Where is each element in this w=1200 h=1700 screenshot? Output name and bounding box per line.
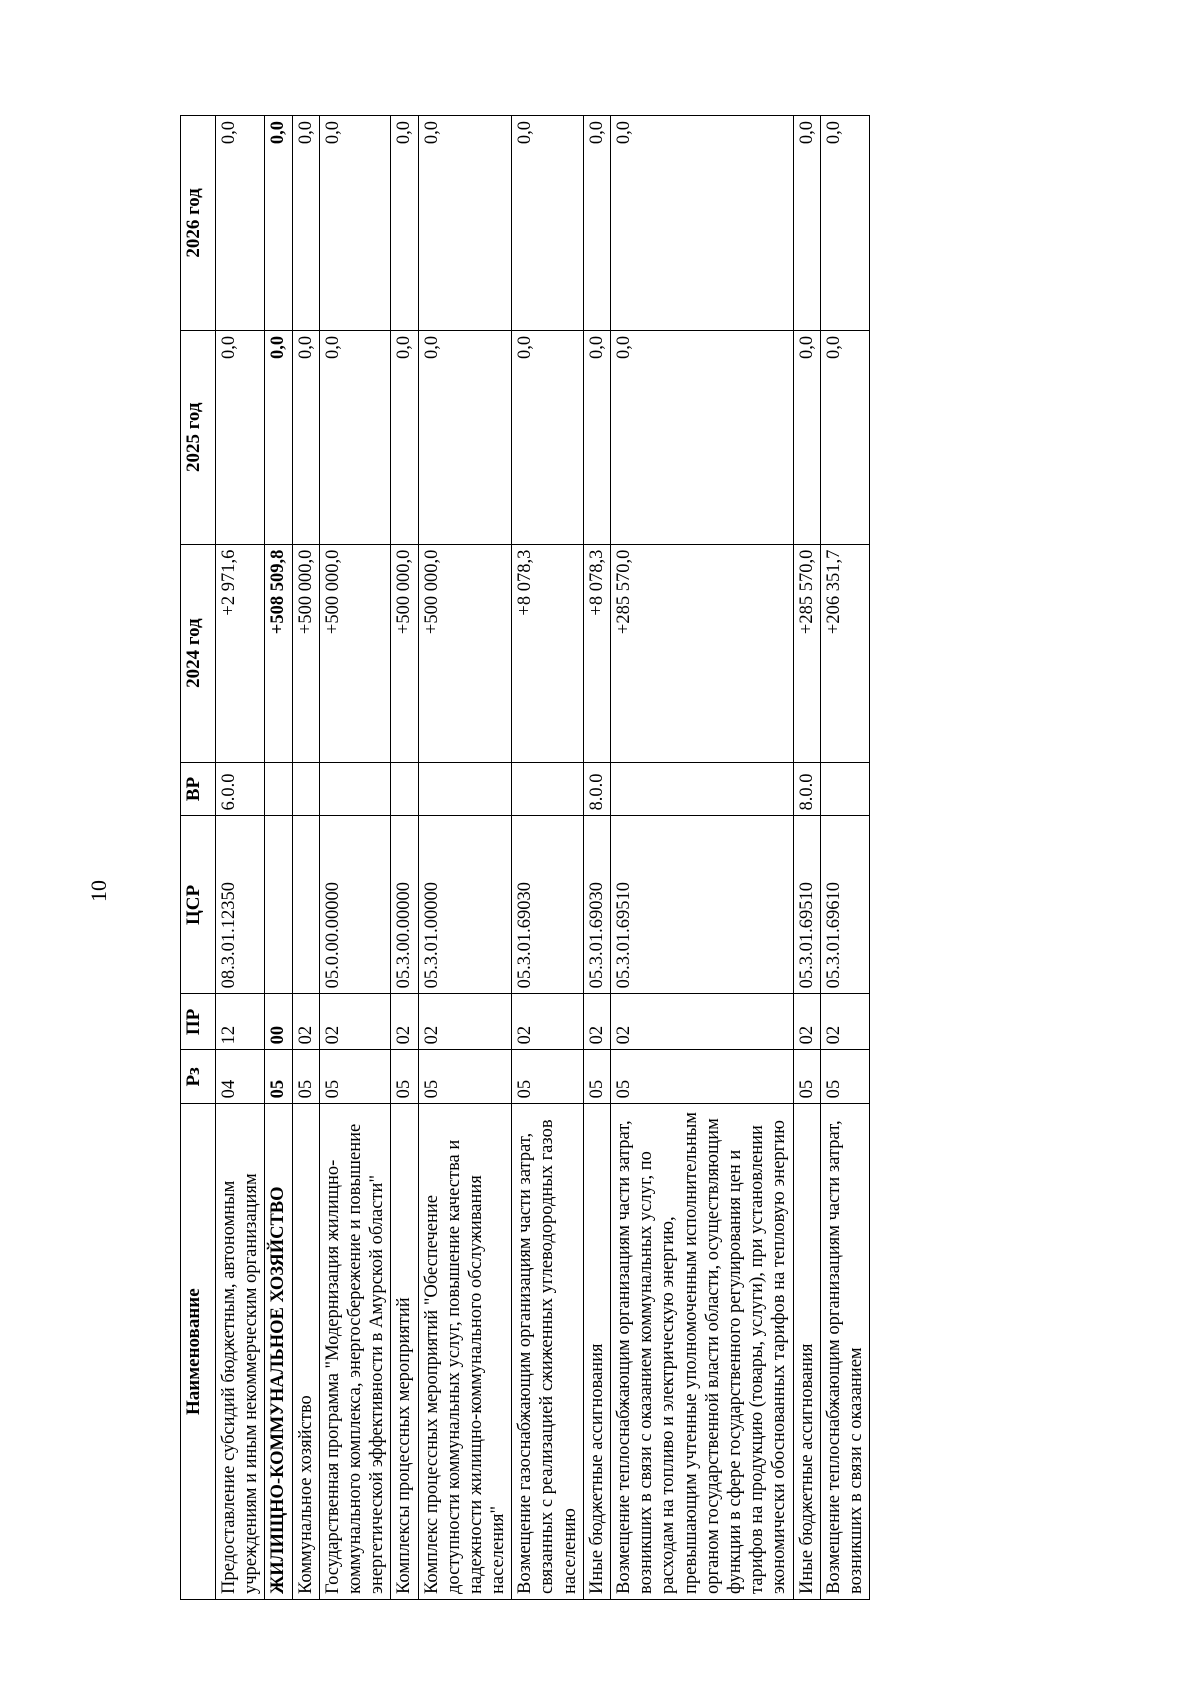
cell-2026: 0,0	[265, 116, 292, 331]
cell-vr	[512, 762, 584, 816]
cell-2025: 0,0	[512, 330, 584, 544]
cell-2025: 0,0	[216, 330, 265, 544]
cell-name: Государственная программа "Модернизация жилищно-коммунального комплекса, энергосбережение и повышение энергетической эффективности в Амурской области"	[319, 1104, 391, 1600]
cell-name: ЖИЛИЩНО-КОММУНАЛЬНОЕ ХОЗЯЙСТВО	[265, 1104, 292, 1600]
table-row	[611, 116, 794, 1600]
table-row	[265, 116, 292, 1600]
cell-2026: 0,0	[583, 116, 610, 331]
cell-pr: 02	[512, 994, 584, 1050]
cell-csr: 05.3.00.00000	[391, 816, 418, 994]
header-2024: 2024 год	[181, 544, 216, 762]
cell-name: Иные бюджетные ассигнования	[793, 1104, 820, 1600]
cell-vr: 6.0.0	[216, 762, 265, 816]
cell-2026: 0,0	[611, 116, 794, 331]
cell-2024: +508 509,8	[265, 544, 292, 762]
cell-csr: 05.3.01.69030	[583, 816, 610, 994]
cell-csr	[265, 816, 292, 994]
cell-name: Возмещение теплоснабжающим организациям части затрат, возникших в связи с оказанием коммунальных услуг, по расходам на топливо и электрическую энергию, превышающим учтенные уполномоченным исполнительным органом государственной власти области, осуществляющим функции в сфере государственного регулирования цен и тарифов на продукцию (товары, услуги), при установлении экономически обоснованных тарифов на тепловую энергию	[611, 1104, 794, 1600]
cell-csr: 05.0.00.00000	[319, 816, 391, 994]
cell-2024: +206 351,7	[820, 544, 869, 762]
table-header	[181, 116, 216, 1600]
header-pr: ПР	[181, 994, 216, 1050]
cell-rz: 05	[319, 1050, 391, 1104]
cell-2026: 0,0	[292, 116, 319, 331]
header-vr: ВР	[181, 762, 216, 816]
cell-pr: 02	[391, 994, 418, 1050]
table-row	[216, 116, 265, 1600]
cell-vr	[820, 762, 869, 816]
cell-2025: 0,0	[820, 330, 869, 544]
cell-rz: 04	[216, 1050, 265, 1104]
cell-rz: 05	[611, 1050, 794, 1104]
cell-pr: 02	[292, 994, 319, 1050]
cell-2025: 0,0	[292, 330, 319, 544]
cell-2025: 0,0	[418, 330, 512, 544]
cell-pr: 00	[265, 994, 292, 1050]
cell-2024: +8 078,3	[583, 544, 610, 762]
table-body	[216, 116, 870, 1600]
cell-2026: 0,0	[820, 116, 869, 331]
cell-csr: 05.3.01.69030	[512, 816, 584, 994]
cell-2024: +500 000,0	[418, 544, 512, 762]
cell-pr: 02	[319, 994, 391, 1050]
cell-2026: 0,0	[216, 116, 265, 331]
cell-name: Комплекс процессных мероприятий "Обеспечение доступности коммунальных услуг, повышение качества и надежности жилищно-коммунального обслуживания населения"	[418, 1104, 512, 1600]
cell-vr	[391, 762, 418, 816]
cell-name: Коммунальное хозяйство	[292, 1104, 319, 1600]
cell-csr: 05.3.01.69610	[820, 816, 869, 994]
cell-pr: 12	[216, 994, 265, 1050]
cell-pr: 02	[418, 994, 512, 1050]
table-row	[820, 116, 869, 1600]
cell-csr: 05.3.01.69510	[793, 816, 820, 994]
cell-2024: +500 000,0	[292, 544, 319, 762]
cell-2024: +2 971,6	[216, 544, 265, 762]
cell-2026: 0,0	[512, 116, 584, 331]
cell-csr: 05.3.01.69510	[611, 816, 794, 994]
cell-2024: +285 570,0	[611, 544, 794, 762]
cell-vr: 8.0.0	[583, 762, 610, 816]
cell-name: Возмещение газоснабжающим организациям части затрат, связанных с реализацией сжиженных углеводородных газов населению	[512, 1104, 584, 1600]
cell-vr	[319, 762, 391, 816]
cell-pr: 02	[793, 994, 820, 1050]
cell-pr: 02	[820, 994, 869, 1050]
cell-rz: 05	[292, 1050, 319, 1104]
cell-vr: 8.0.0	[793, 762, 820, 816]
cell-csr	[292, 816, 319, 994]
header-csr: ЦСР	[181, 816, 216, 994]
cell-name: Предоставление субсидий бюджетным, автономным учреждениям и иным некоммерческим организациям	[216, 1104, 265, 1600]
table-row	[418, 116, 512, 1600]
rotated-table-container	[180, 115, 1105, 1600]
cell-rz: 05	[820, 1050, 869, 1104]
cell-2025: 0,0	[319, 330, 391, 544]
cell-csr: 05.3.01.00000	[418, 816, 512, 994]
cell-2024: +500 000,0	[391, 544, 418, 762]
cell-2026: 0,0	[793, 116, 820, 331]
cell-2024: +285 570,0	[793, 544, 820, 762]
cell-vr	[265, 762, 292, 816]
cell-vr	[418, 762, 512, 816]
cell-vr	[611, 762, 794, 816]
cell-rz: 05	[265, 1050, 292, 1104]
table-row	[319, 116, 391, 1600]
cell-rz: 05	[391, 1050, 418, 1104]
cell-vr	[292, 762, 319, 816]
cell-2026: 0,0	[391, 116, 418, 331]
cell-pr: 02	[611, 994, 794, 1050]
cell-2026: 0,0	[319, 116, 391, 331]
table-row	[391, 116, 418, 1600]
budget-table	[180, 115, 870, 1600]
header-2026: 2026 год	[181, 116, 216, 331]
table-row	[583, 116, 610, 1600]
table-row	[512, 116, 584, 1600]
cell-2025: 0,0	[265, 330, 292, 544]
table-row	[793, 116, 820, 1600]
table-row	[292, 116, 319, 1600]
cell-2025: 0,0	[611, 330, 794, 544]
header-row	[181, 116, 216, 1600]
cell-2024: +500 000,0	[319, 544, 391, 762]
cell-rz: 05	[583, 1050, 610, 1104]
header-name: Наименование	[181, 1104, 216, 1600]
cell-name: Комплексы процессных мероприятий	[391, 1104, 418, 1600]
cell-name: Иные бюджетные ассигнования	[583, 1104, 610, 1600]
cell-csr: 08.3.01.12350	[216, 816, 265, 994]
cell-name: Возмещение теплоснабжающим организациям части затрат, возникших в связи с оказанием	[820, 1104, 869, 1600]
cell-2025: 0,0	[793, 330, 820, 544]
cell-2026: 0,0	[418, 116, 512, 331]
header-rz: Рз	[181, 1050, 216, 1104]
cell-rz: 05	[418, 1050, 512, 1104]
cell-2024: +8 078,3	[512, 544, 584, 762]
cell-2025: 0,0	[583, 330, 610, 544]
cell-rz: 05	[512, 1050, 584, 1104]
cell-rz: 05	[793, 1050, 820, 1104]
page-number: 10	[86, 880, 111, 902]
cell-pr: 02	[583, 994, 610, 1050]
cell-2025: 0,0	[391, 330, 418, 544]
header-2025: 2025 год	[181, 330, 216, 544]
